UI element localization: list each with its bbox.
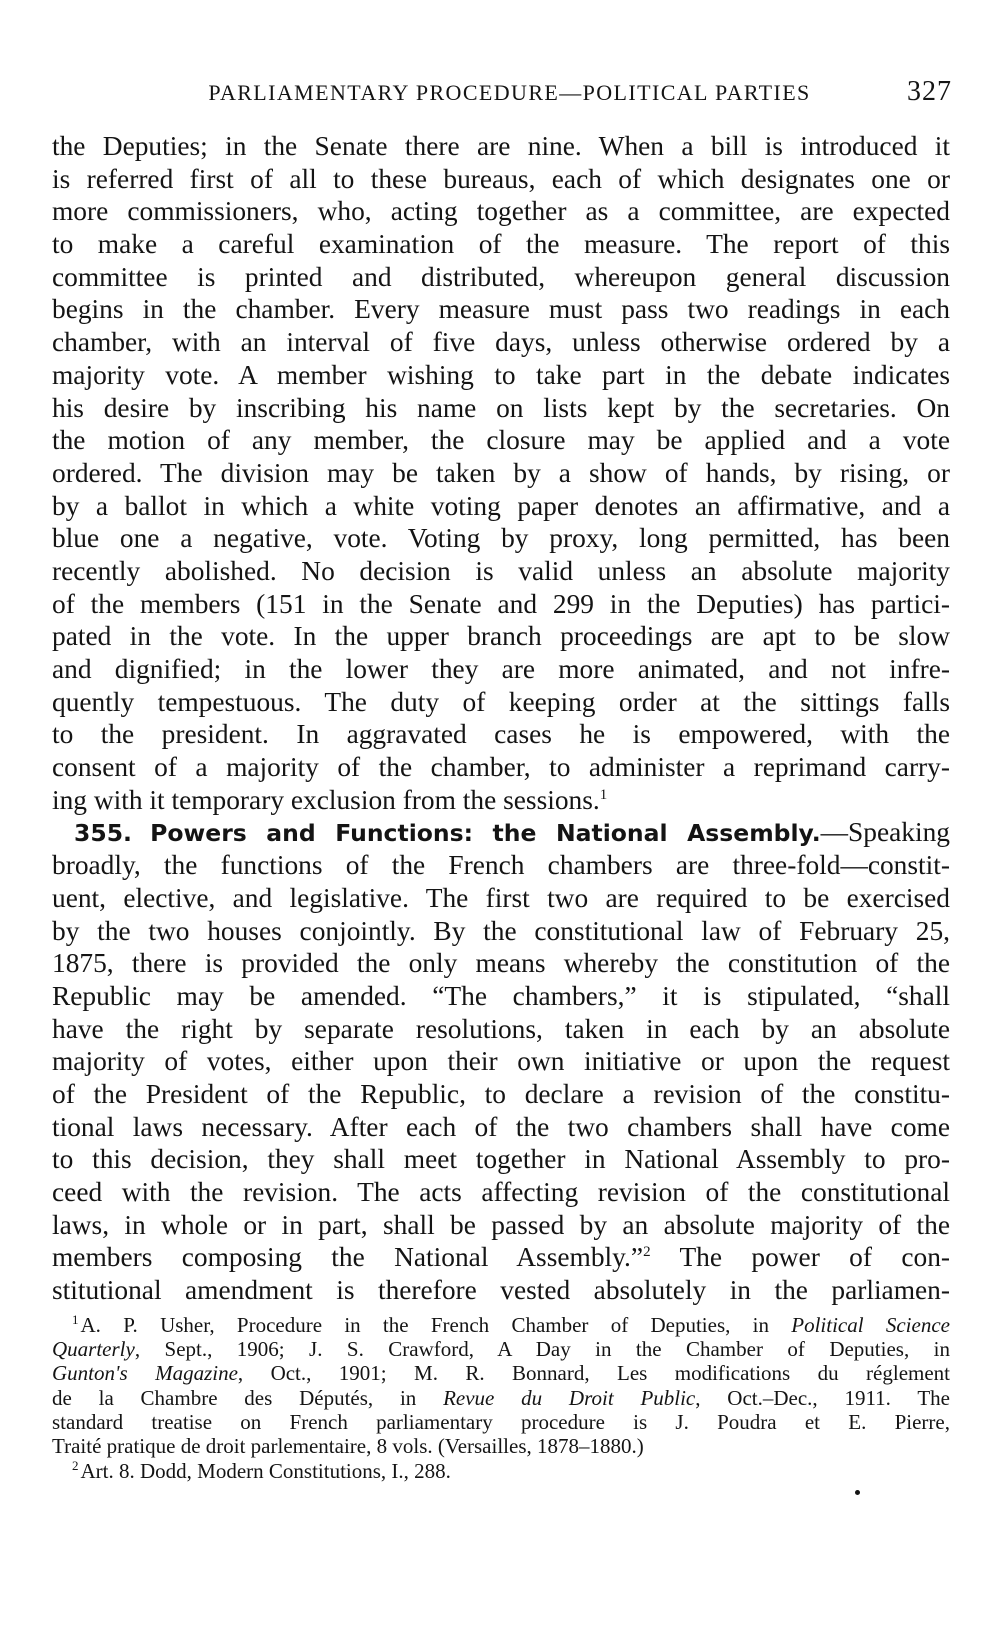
text-line: 1875, there is provided the only means whereby the constitution of the [52,948,950,979]
text-line: of the President of the Republic, to declare a revision of the constitu- [52,1078,950,1109]
footnote-text: Art. 8. Dodd, Modern Constitutions, I., 288. [80,1458,451,1483]
footnote-text: A. P. Usher, Procedure in the French Chamber of Deputies, in [80,1312,792,1337]
text-line: Republic may be amended. “The chambers,” it is stipulated, “shall [52,980,950,1011]
text-line: stitutional amendment is therefore vested absolutely in the parliamen- [52,1275,950,1306]
text-line: by a ballot in which a white voting paper denotes an affirmative, and a [52,490,950,521]
text-line: majority of votes, either upon their own initiative or upon the request [52,1046,950,1077]
footnote-mark-2: 2 [72,1457,79,1473]
section-heading-line [52,816,950,849]
footnote-1-line [52,1337,950,1361]
text-line-content: members composing the National Assembly.” [52,1242,644,1273]
section-number: 355. [74,819,132,848]
footnote-1-line [52,1386,950,1410]
section-heading: Powers and Functions: the National Assembly. [150,819,821,848]
running-head [52,76,952,108]
text-line: laws, in whole or in part, shall be passed by an absolute majority of the [52,1209,950,1240]
text-line: the Deputies; in the Senate there are nine. When a bill is introduced it [52,131,950,161]
text-line: to this decision, they shall meet together in National Assembly to pro- [52,1144,950,1175]
text-line [52,1241,950,1274]
footnote-ref-2[interactable]: 2 [643,1244,651,1261]
running-title: PARLIAMENTARY PROCEDURE—POLITICAL PARTIES [208,80,811,105]
body-text [52,130,950,1483]
text-line: to the president. In aggravated cases he is empowered, with the [52,719,950,750]
paragraph-2 [52,816,950,1306]
text-line: broadly, the functions of the French chambers are three-fold—constit- [52,850,950,881]
text-line: chamber, with an interval of five days, unless otherwise ordered by a [52,327,950,358]
text-line: ceed with the revision. The acts affecting revision of the constitutional [52,1177,950,1207]
stray-mark [855,1490,860,1495]
text-line: blue one a negative, vote. Voting by proxy, long permitted, has been [52,523,950,554]
footnote-text: , Oct., 1901; M. R. Bonnard, Les modifications du réglement [237,1361,951,1386]
text-line: more commissioners, who, acting together as a committee, are expected [52,196,950,227]
text-line: committee is printed and distributed, whereupon general discussion [52,261,950,292]
footnote-2-line [52,1459,950,1483]
text-line: consent of a majority of the chamber, to administer a reprimand carry- [52,752,950,783]
footnote-ref-1[interactable]: 1 [599,786,608,803]
text-line: pated in the vote. In the upper branch proceedings are apt to be slow [52,621,950,652]
footnotes [52,1313,950,1483]
footnote-1-line: standard treatise on French parliamentary procedure is J. Poudra et E. Pierre, [52,1409,950,1434]
footnote-italic: Political Science [791,1312,950,1337]
footnote-text: , Sept., 1906; J. S. Crawford, A Day in the Chamber of Deputies, in [134,1337,950,1362]
text-line-content: The power of con- [679,1242,951,1273]
text-line: uent, elective, and legislative. The first two are required to be exercised [52,882,950,913]
text-line: the motion of any member, the closure may be applied and a vote [52,425,950,456]
text-line: is referred first of all to these bureaus, each of which designates one or [52,163,950,194]
text-line: recently abolished. No decision is valid unless an absolute majority [52,555,950,586]
text-line-content: ing with it temporary exclusion from the sessions. [52,784,600,815]
paragraph-1 [52,130,950,816]
page-number: 327 [907,76,952,107]
footnote-italic: Quarterly [52,1337,135,1362]
text-line: and dignified; in the lower they are more animated, and not infre- [52,654,950,684]
text-line: by the two houses conjointly. By the constitutional law of February 25, [52,915,950,946]
text-line: begins in the chamber. Every measure must pass two readings in each [52,294,950,325]
text-line: to make a careful examination of the measure. The report of this [52,229,950,260]
text-line: tional laws necessary. After each of the two chambers shall have come [52,1111,950,1142]
text-line [52,784,950,817]
text-line-content: —Speaking [820,817,950,848]
footnote-1-line: Traité pratique de droit parlementaire, 8 vols. (Versailles, 1878–1880.) [52,1434,644,1459]
footnote-italic: Revue du Droit Public [443,1385,696,1410]
footnote-mark-1: 1 [72,1311,79,1327]
footnote-1-line [52,1361,950,1385]
footnote-1-line [52,1313,950,1337]
text-line: of the members (151 in the Senate and 299 in the Deputies) has partici- [52,588,950,619]
text-line: have the right by separate resolutions, taken in each by an absolute [52,1013,950,1044]
footnote-italic: Gunton's Magazine [52,1361,238,1386]
footnote-text: de la Chambre des Députés, in [52,1385,444,1410]
text-line: majority vote. A member wishing to take part in the debate indicates [52,359,950,390]
footnote-text: , Oct.–Dec., 1911. The [695,1385,950,1410]
text-line: ordered. The division may be taken by a show of hands, by rising, or [52,457,950,488]
text-line: his desire by inscribing his name on lists kept by the secretaries. On [52,392,950,423]
text-line: quently tempestuous. The duty of keeping order at the sittings falls [52,686,950,717]
